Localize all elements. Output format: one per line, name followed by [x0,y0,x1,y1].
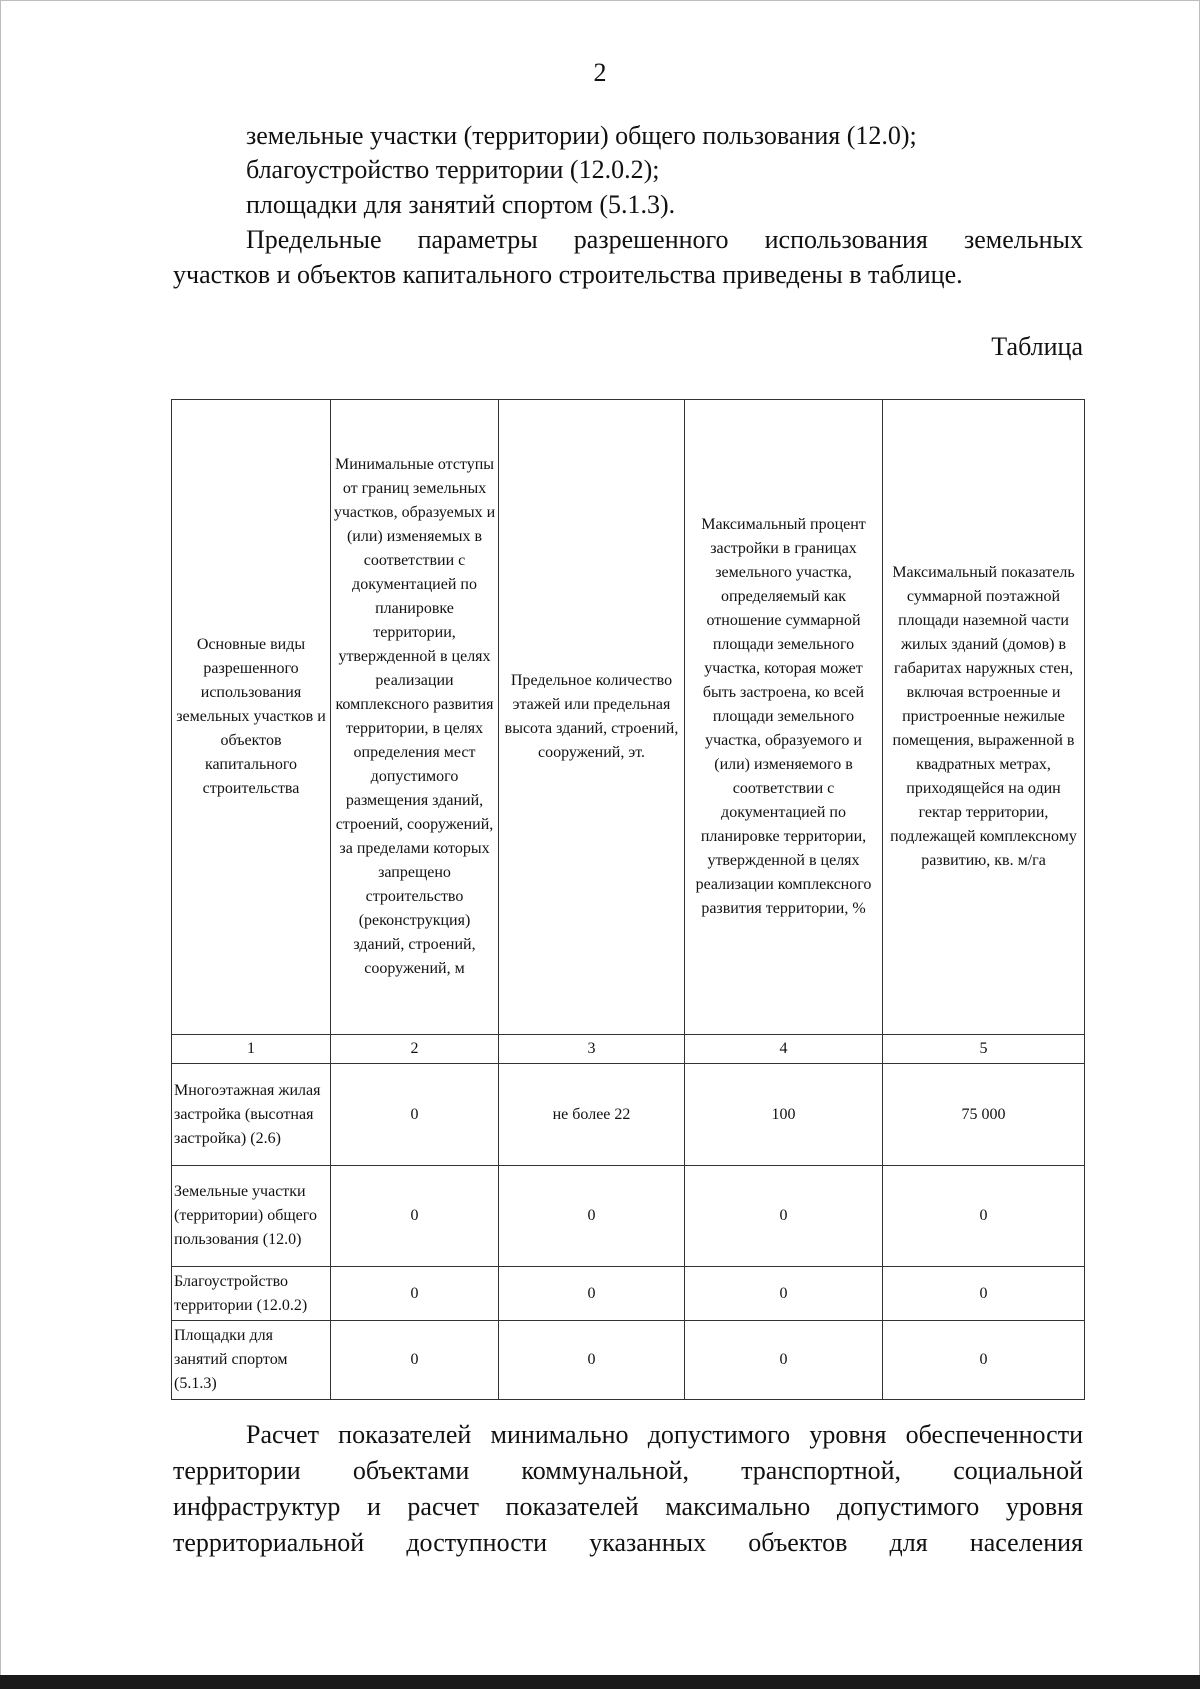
table-cell: 0 [499,1166,685,1267]
bottom-paragraph-line: территориальной доступности указанных объектов для населения [173,1528,1083,1557]
scan-bottom-edge [0,1675,1200,1689]
table-cell: 0 [331,1064,499,1166]
list-item: площадки для занятий спортом (5.1.3). [246,190,676,219]
column-number: 1 [172,1035,331,1064]
table-cell: не более 22 [499,1064,685,1166]
bottom-paragraph-line: инфраструктур и расчет показателей максимально допустимого уровня [173,1492,1083,1521]
column-number: 3 [499,1035,685,1064]
intro-paragraph-line: Предельные параметры разрешенного использования земельных [246,225,1083,254]
header-cell: Основные виды разрешенного использования земельных участков и объектов капитального строительства [172,400,331,1035]
table-cell: 0 [685,1267,883,1321]
list-item: благоустройство территории (12.0.2); [246,155,660,184]
table-row [172,1166,1085,1267]
row-label: Площадки для занятий спортом (5.1.3) [172,1321,331,1400]
row-label: Земельные участки (территории) общего пользования (12.0) [172,1166,331,1267]
header-cell: Предельное количество этажей или предельная высота зданий, строений, сооружений, эт. [499,400,685,1035]
column-number: 2 [331,1035,499,1064]
table-cell: 0 [331,1267,499,1321]
table-row [172,1267,1085,1321]
table-cell: 0 [883,1321,1085,1400]
intro-paragraph-line: участков и объектов капитального строительства приведены в таблице. [173,260,963,289]
header-cell: Максимальный процент застройки в границах земельного участка, определяемый как отношение суммарной площади земельного участка, которая может быть застроена, ко всей площади земельного участка, образуемого и (или) изменяемого в соответствии с документацией по планировке территории, утвержденной в целях реализации комплексного развития территории, % [685,400,883,1035]
bottom-paragraph-line: Расчет показателей минимально допустимого уровня обеспеченности [246,1420,1083,1449]
table-cell: 0 [685,1321,883,1400]
table-cell: 0 [685,1166,883,1267]
table-cell: 0 [499,1267,685,1321]
parameters-table [171,399,1085,1400]
table-row [172,1064,1085,1166]
column-number: 5 [883,1035,1085,1064]
row-label: Многоэтажная жилая застройка (высотная застройка) (2.6) [172,1064,331,1166]
table-row [172,1321,1085,1400]
table-caption: Таблица [991,332,1083,361]
table-cell: 0 [883,1267,1085,1321]
table-cell: 0 [499,1321,685,1400]
header-cell: Максимальный показатель суммарной поэтажной площади наземной части жилых зданий (домов) в габаритах наружных стен, включая встроенные и пристроенные нежилые помещения, выраженной в квадратных метрах, приходящейся на один гектар территории, подлежащей комплексному развитию, кв. м/га [883,400,1085,1035]
column-number: 4 [685,1035,883,1064]
table-cell: 75 000 [883,1064,1085,1166]
table-header-row [172,400,1085,1035]
page-number: 2 [593,58,607,87]
table-cell: 0 [331,1321,499,1400]
row-label: Благоустройство территории (12.0.2) [172,1267,331,1321]
table-cell: 0 [883,1166,1085,1267]
table-cell: 100 [685,1064,883,1166]
table-cell: 0 [331,1166,499,1267]
header-cell: Минимальные отступы от границ земельных участков, образуемых и (или) изменяемых в соответствии с документацией по планировке территории, утвержденной в целях реализации комплексного развития территории, в целях определения мест допустимого размещения зданий, строений, сооружений, за пределами которых запрещено строительство (реконструкция) зданий, строений, сооружений, м [331,400,499,1035]
column-number-row [172,1035,1085,1064]
bottom-paragraph-line: территории объектами коммунальной, транспортной, социальной [173,1456,1083,1485]
list-item: земельные участки (территории) общего пользования (12.0); [246,121,917,150]
